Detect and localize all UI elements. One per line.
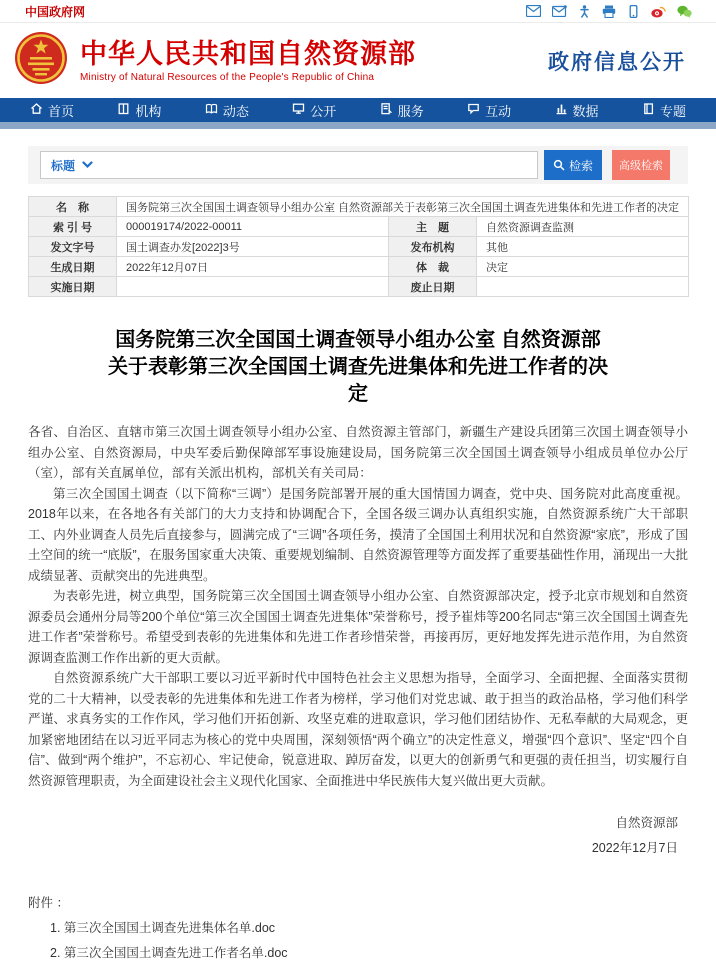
nav-label: 服务: [397, 103, 424, 119]
document-body: [28, 422, 688, 791]
home-icon: [30, 102, 43, 118]
document-title: [30, 327, 686, 408]
chevron-down-icon: [82, 161, 93, 169]
nav-item-special-topic[interactable]: [642, 101, 686, 120]
subscribe-mail-icon[interactable]: [552, 5, 567, 17]
nav-label: 专题: [659, 103, 686, 119]
document-title-line3: 定: [348, 383, 368, 405]
nav-label: 互动: [485, 103, 512, 119]
top-utility-bar: [0, 0, 716, 23]
meta-label-name: 名 称: [29, 197, 117, 217]
main-navbar: [0, 98, 716, 122]
ministry-titles: [80, 39, 416, 83]
nav-item-data[interactable]: [555, 101, 599, 120]
search-bar: [28, 146, 688, 184]
document-meta-table: [28, 196, 689, 297]
print-icon[interactable]: [602, 5, 616, 18]
meta-label-genre: 体 裁: [389, 257, 477, 277]
data-icon: [555, 102, 568, 118]
nav-label: 首页: [48, 103, 75, 119]
nav-item-organization[interactable]: [117, 101, 161, 120]
nav-label: 公开: [310, 103, 337, 119]
gov-site-link[interactable]: 中国政府网: [25, 4, 86, 19]
topbar-icons: [526, 5, 692, 18]
nav-item-interaction[interactable]: [467, 101, 511, 120]
meta-row-index: [29, 217, 689, 237]
signature-block: [0, 811, 678, 861]
paragraph-background: 第三次全国国土调查（以下简称“三调”）是国务院部署开展的重大国情国力调查，党中央、国务院对此高度重视。2018年以来，在各地各有关部门的大力支持和协调配合下，全国各级三调办认真组织实施，自然资源系统广大干部职工、内外业调查人员先后直接参与，圆满完成了“三调”各项任务，摸清了全国国土利用状况和自然资源“家底”，形成了国土空间的统一“底版”，在服务国家重大决策、重要规划编制、自然资源管理等方面发挥了重要基础性作用，涌现出一大批成绩显著、贡献突出的先进典型。: [28, 486, 688, 583]
meta-value-issuer: 其他: [477, 237, 689, 257]
meta-label-created: 生成日期: [29, 257, 117, 277]
meta-label-docnum: 发文字号: [29, 237, 117, 257]
nav-label: 数据: [572, 103, 599, 119]
nav-strip: [0, 122, 716, 129]
meta-value-name: 国务院第三次全国国土调查领导小组办公室 自然资源部关于表彰第三次全国国土调查先进集体和先进工作者的决定: [117, 197, 689, 217]
meta-value-docnum: 国土调查办发[2022]3号: [117, 237, 389, 257]
attachments-section: [28, 891, 688, 966]
nav-item-home[interactable]: [30, 101, 74, 120]
search-button[interactable]: [544, 150, 602, 180]
search-field-selector[interactable]: 标题: [51, 158, 76, 173]
gov-info-disclosure-title[interactable]: 政府信息公开: [548, 50, 686, 74]
nav-label: 动态: [222, 103, 249, 119]
attachment-link-1[interactable]: 1. 第三次全国国土调查先进集体名单.doc: [50, 921, 276, 935]
organization-icon: [117, 102, 130, 118]
mobile-icon[interactable]: [627, 5, 640, 18]
interaction-icon: [467, 102, 480, 118]
document-title-line2: 关于表彰第三次全国国土调查先进集体和先进工作者的决: [108, 356, 608, 378]
special-topic-icon: [642, 102, 655, 118]
meta-value-genre: 决定: [477, 257, 689, 277]
ministry-title-en: Ministry of Natural Resources of the People's Republic of China: [80, 71, 375, 83]
meta-label-issuer: 发布机构: [389, 237, 477, 257]
meta-row-name: [29, 197, 689, 217]
document-title-line1: 国务院第三次全国国土调查领导小组办公室 自然资源部: [115, 329, 601, 351]
advanced-search-button[interactable]: 高级检索: [612, 150, 670, 180]
meta-row-created: [29, 257, 689, 277]
meta-value-created: 2022年12月07日: [117, 257, 389, 277]
meta-row-docnum: [29, 237, 689, 257]
meta-value-abolished: [477, 277, 689, 297]
nav-label: 机构: [135, 103, 162, 119]
wechat-icon[interactable]: [677, 5, 692, 18]
attachments-label: 附件 ：: [28, 896, 69, 910]
paragraph-addressees: 各省、自治区、直辖市第三次国土调查领导小组办公室、自然资源主管部门，新疆生产建设兵团第三次国土调查领导小组办公室、自然资源局，中央军委后勤保障部军事设施建设局，国务院第三次全国国土调查领导小组成员单位办公厅（室），部有关直属单位，部有关派出机构，部机关有关司局：: [28, 425, 688, 480]
meta-row-effective: [29, 277, 689, 297]
nav-item-service[interactable]: [380, 101, 424, 120]
paragraph-awards: 为表彰先进，树立典型，国务院第三次全国国土调查领导小组办公室、自然资源部决定，授予北京市规划和自然资源委员会通州分局等200个单位“第三次全国国土调查先进集体”荣誉称号，授予崔炜等200名同志“第三次全国国土调查先进工作者”荣誉称号。希望受到表彰的先进集体和先进工作者珍惜荣誉，再接再厉，更好地发挥先进示范作用，为自然资源调查监测工作作出新的更大贡献。: [28, 589, 688, 665]
paragraph-call-to-action: 自然资源系统广大干部职工要以习近平新时代中国特色社会主义思想为指导，全面学习、全面把握、全面落实贯彻党的二十大精神，以受表彰的先进集体和先进工作者为榜样，学习他们对党忠诚、敢于担当的政治品格，学习他们科学严谨、求真务实的工作作风，学习他们开拓创新、攻坚克难的进取意识，学习他们团结协作、无私奉献的大局观念，更加紧密地团结在以习近平同志为核心的党中央周围，深刻领悟“两个确立”的决定性意义，增强“四个意识”、坚定“四个自信”、做到“两个维护”，不忘初心、牢记使命，锐意进取、踔厉奋发，以更大的创新勇气和更强的责任担当，切实履行自然资源管理职责，为全面建设社会主义现代化国家、全面推进中华民族伟大复兴做出更大贡献。: [28, 671, 688, 788]
search-input[interactable]: [40, 151, 538, 179]
signature-date: 2022年12月7日: [591, 841, 678, 855]
meta-value-subject: 自然资源调查监测: [477, 217, 689, 237]
meta-label-index: 索 引 号: [29, 217, 117, 237]
nav-item-disclosure[interactable]: [292, 101, 336, 120]
service-icon: [380, 102, 393, 118]
disclosure-icon: [292, 102, 305, 118]
masthead: [0, 23, 716, 98]
national-emblem-logo: [14, 31, 68, 90]
meta-value-effective: [117, 277, 389, 297]
weibo-icon[interactable]: [651, 5, 666, 18]
search-button-label: 检索: [568, 158, 593, 173]
ministry-home-link[interactable]: [14, 31, 416, 90]
meta-label-subject: 主 题: [389, 217, 477, 237]
news-icon: [205, 102, 218, 118]
meta-label-abolished: 废止日期: [389, 277, 477, 297]
search-icon: [553, 159, 565, 171]
ministry-title-cn: 中华人民共和国自然资源部: [80, 38, 416, 69]
attachment-link-2[interactable]: 2. 第三次全国国土调查先进工作者名单.doc: [50, 946, 288, 960]
meta-value-index: 000019174/2022-00011: [117, 217, 389, 237]
accessibility-icon[interactable]: [578, 5, 591, 18]
signature-organization: 自然资源部: [615, 816, 678, 830]
nav-item-news[interactable]: [205, 101, 249, 120]
meta-label-effective: 实施日期: [29, 277, 117, 297]
mail-icon[interactable]: [526, 5, 541, 17]
